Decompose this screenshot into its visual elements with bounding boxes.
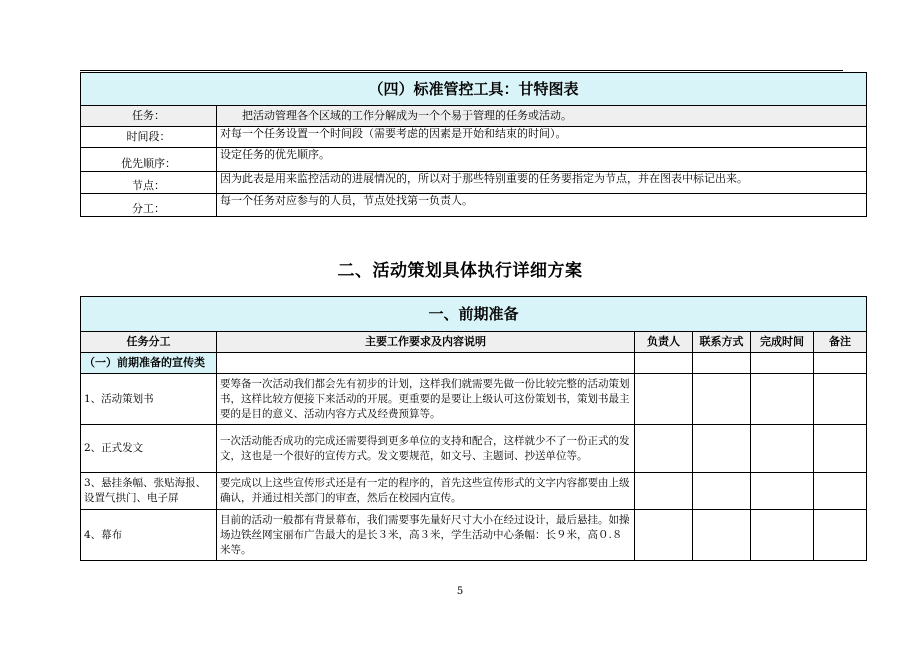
gantt-row — [81, 106, 867, 127]
gantt-row — [81, 194, 867, 217]
task-cell: 3、悬挂条幅、张贴海报、设置气拱门、电子屏 — [81, 473, 217, 510]
empty-cell — [693, 473, 751, 510]
gantt-row-label: 时间段： — [81, 127, 217, 148]
gantt-row-label: 分工： — [81, 194, 217, 217]
desc-cell: 要筹备一次活动我们都会先有初步的计划，这样我们就需要先做一份比较完整的活动策划书，这样比较方便接下来活动的开展。更重要的是要让上级认可这份策划书，策划书最主要的是目的意义、活动内容方式及经费预算等。 — [217, 374, 635, 425]
gantt-row — [81, 172, 867, 194]
gantt-row-content: 因为此表是用来监控活动的进展情况的，所以对于那些特别重要的任务要指定为节点，并在图表中标记出来。 — [217, 172, 867, 194]
task-cell: 2、正式发文 — [81, 425, 217, 473]
gantt-row-content: 把活动管理各个区域的工作分解成为一个个易于管理的任务或活动。 — [217, 106, 867, 127]
gantt-row-label: 节点： — [81, 172, 217, 194]
empty-cell — [814, 425, 867, 473]
gantt-row-label: 优先顺序： — [81, 148, 217, 172]
plan-table — [80, 296, 867, 561]
column-header: 完成时间 — [751, 332, 814, 353]
gantt-row — [81, 127, 867, 148]
empty-cell — [751, 425, 814, 473]
column-header: 主要工作要求及内容说明 — [217, 332, 635, 353]
gantt-row-content: 对每一个任务设置一个时间段（需要考虑的因素是开始和结束的时间）。 — [217, 127, 867, 148]
empty-cell — [814, 510, 867, 561]
empty-cell — [693, 353, 751, 374]
empty-cell — [814, 374, 867, 425]
empty-cell — [751, 473, 814, 510]
top-rule — [80, 70, 843, 71]
plan-header-row — [81, 332, 867, 353]
empty-cell — [635, 473, 693, 510]
page-number: 5 — [456, 586, 464, 597]
empty-cell — [217, 353, 635, 374]
table-row — [81, 425, 867, 473]
desc-cell: 目前的活动一般都有背景幕布，我们需要事先量好尺寸大小在经过设计，最后悬挂。如操场边铁丝网宝丽布广告最大的是长３米，高３米，学生活动中心条幅：长９米，高０.８米等。 — [217, 510, 635, 561]
empty-cell — [751, 510, 814, 561]
table-row — [81, 473, 867, 510]
column-header: 联系方式 — [693, 332, 751, 353]
empty-cell — [814, 473, 867, 510]
gantt-row — [81, 148, 867, 172]
empty-cell — [814, 353, 867, 374]
empty-cell — [751, 353, 814, 374]
empty-cell — [693, 510, 751, 561]
gantt-row-content: 每一个任务对应参与的人员，节点处找第一负责人。 — [217, 194, 867, 217]
table-row — [81, 374, 867, 425]
empty-cell — [693, 374, 751, 425]
column-header: 负责人 — [635, 332, 693, 353]
category-label: （一）前期准备的宣传类 — [81, 353, 217, 374]
empty-cell — [635, 374, 693, 425]
gantt-table — [80, 72, 867, 217]
plan-title: 一、前期准备 — [81, 297, 867, 332]
gantt-row-label: 任务： — [81, 106, 217, 127]
gantt-row-content: 设定任务的优先顺序。 — [217, 148, 867, 172]
empty-cell — [693, 425, 751, 473]
task-cell: 1、活动策划书 — [81, 374, 217, 425]
table-row — [81, 510, 867, 561]
column-header: 任务分工 — [81, 332, 217, 353]
column-header: 备注 — [814, 332, 867, 353]
plan-subheader-row — [81, 353, 867, 374]
task-cell: 4、幕布 — [81, 510, 217, 561]
desc-cell: 一次活动能否成功的完成还需要得到更多单位的支持和配合，这样就少不了一份正式的发文，这也是一个很好的宣传方式。发文要规范，如文号、主题词、抄送单位等。 — [217, 425, 635, 473]
empty-cell — [635, 510, 693, 561]
desc-cell: 要完成以上这些宣传形式还是有一定的程序的，首先这些宣传形式的文字内容都要由上级确认，并通过相关部门的审查，然后在校园内宣传。 — [217, 473, 635, 510]
section-heading: 二、活动策划具体执行详细方案 — [337, 261, 583, 281]
empty-cell — [751, 374, 814, 425]
empty-cell — [635, 353, 693, 374]
empty-cell — [635, 425, 693, 473]
gantt-title: （四）标准管控工具：甘特图表 — [81, 73, 867, 106]
